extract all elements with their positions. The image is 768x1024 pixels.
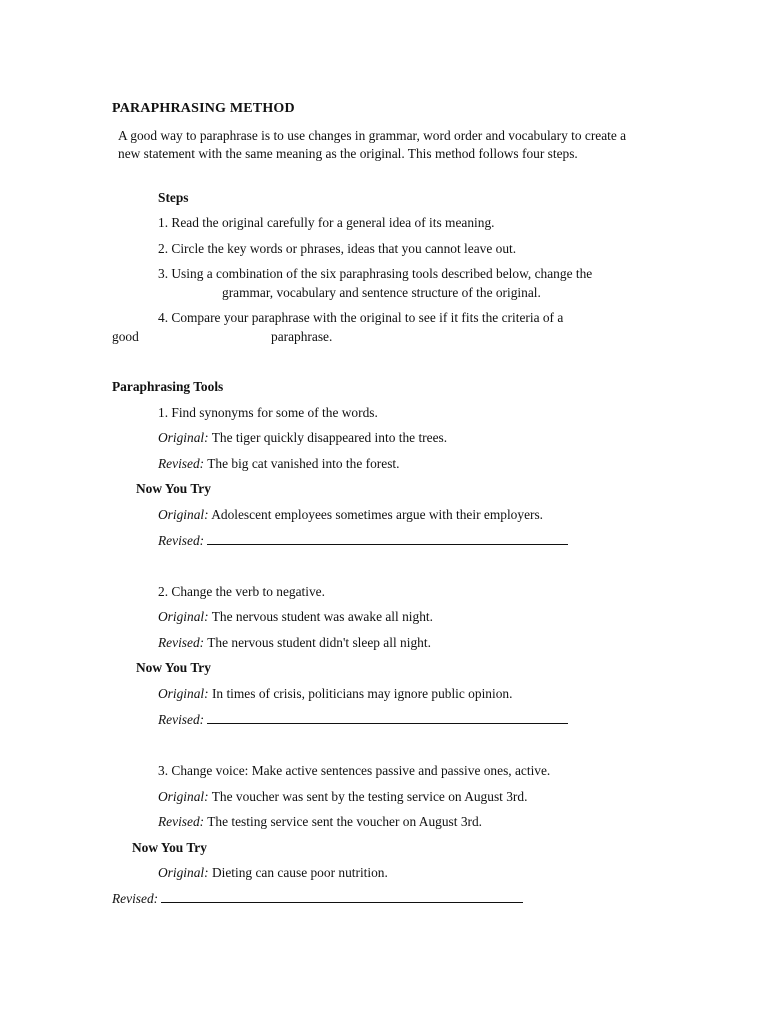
original-label: Original: bbox=[158, 865, 209, 880]
answer-blank-line[interactable] bbox=[207, 532, 568, 545]
tools-heading: Paraphrasing Tools bbox=[112, 379, 224, 394]
step-1: 1. Read the original carefully for a general idea of its meaning. bbox=[158, 215, 495, 230]
tool-3-try-revised bbox=[112, 890, 523, 908]
now-you-try-heading-2: Now You Try bbox=[136, 660, 211, 675]
step-4-paraphrase: paraphrase. bbox=[271, 329, 333, 344]
tool-3-title: 3. Change voice: Make active sentences passive and passive ones, active. bbox=[158, 763, 551, 778]
example-original-text: The tiger quickly disappeared into the trees. bbox=[211, 430, 448, 445]
example-revised-text: The testing service sent the voucher on August 3rd. bbox=[207, 814, 483, 829]
tool-3-try-original bbox=[158, 864, 388, 882]
step-2: 2. Circle the key words or phrases, ideas that you cannot leave out. bbox=[158, 241, 517, 256]
tool-2-example-revised bbox=[158, 634, 431, 652]
revised-label: Revised: bbox=[158, 635, 205, 650]
tool-2-try-original bbox=[158, 685, 512, 703]
intro-paragraph: A good way to paraphrase is to use changes in grammar, word order and vocabulary to create a new statement with the same meaning as the original. This method follows four steps. bbox=[118, 128, 627, 161]
step-3-line-2: grammar, vocabulary and sentence structure of the original. bbox=[222, 285, 541, 300]
tool-1-try-revised bbox=[158, 532, 568, 550]
tool-2-example-original bbox=[158, 608, 433, 626]
original-label: Original: bbox=[158, 609, 209, 624]
original-label: Original: bbox=[158, 507, 209, 522]
revised-label: Revised: bbox=[158, 814, 205, 829]
tool-1-example-revised bbox=[158, 455, 399, 473]
original-label: Original: bbox=[158, 430, 209, 445]
step-4-good: good bbox=[112, 329, 139, 344]
original-label: Original: bbox=[158, 789, 209, 804]
tool-1-title: 1. Find synonyms for some of the words. bbox=[158, 405, 378, 420]
now-you-try-heading-3: Now You Try bbox=[132, 840, 207, 855]
revised-label: Revised: bbox=[158, 456, 205, 471]
example-original-text: The nervous student was awake all night. bbox=[211, 609, 433, 624]
example-original-text: The voucher was sent by the testing service on August 3rd. bbox=[211, 789, 528, 804]
tool-2-title: 2. Change the verb to negative. bbox=[158, 584, 325, 599]
revised-label: Revised: bbox=[158, 712, 205, 727]
revised-label: Revised: bbox=[158, 533, 205, 548]
try-original-text: Dieting can cause poor nutrition. bbox=[211, 865, 388, 880]
page-title: PARAPHRASING METHOD bbox=[112, 101, 295, 116]
try-original-text: In times of crisis, politicians may ignore public opinion. bbox=[211, 686, 513, 701]
tool-3-example-revised bbox=[158, 813, 482, 831]
tool-2-try-revised bbox=[158, 711, 568, 729]
revised-label: Revised: bbox=[112, 891, 159, 906]
example-revised-text: The nervous student didn't sleep all night. bbox=[207, 635, 431, 650]
answer-blank-line[interactable] bbox=[161, 890, 523, 903]
tool-1-example-original bbox=[158, 429, 447, 447]
original-label: Original: bbox=[158, 686, 209, 701]
steps-heading: Steps bbox=[158, 190, 189, 205]
now-you-try-heading-1: Now You Try bbox=[136, 481, 211, 496]
step-4-line-1: 4. Compare your paraphrase with the original to see if it fits the criteria of a bbox=[158, 310, 564, 325]
tool-3-example-original bbox=[158, 788, 527, 806]
example-revised-text: The big cat vanished into the forest. bbox=[207, 456, 400, 471]
answer-blank-line[interactable] bbox=[207, 711, 568, 724]
try-original-text: Adolescent employees sometimes argue with their employers. bbox=[211, 507, 544, 522]
step-3-line-1: 3. Using a combination of the six paraphrasing tools described below, change the bbox=[158, 266, 593, 281]
tool-1-try-original bbox=[158, 506, 543, 524]
